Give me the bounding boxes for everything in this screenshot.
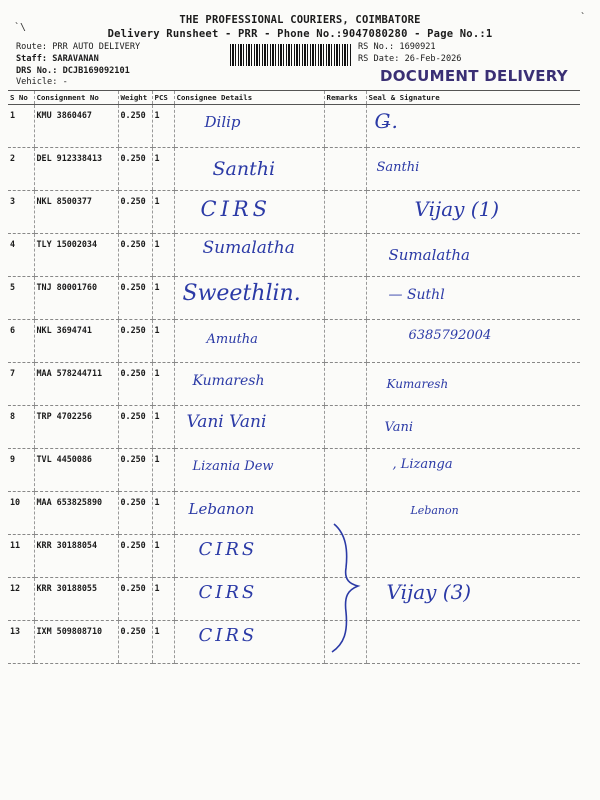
- cell-signature: [366, 449, 580, 492]
- cell-pcs: 1: [152, 363, 174, 406]
- corner-mark: `\: [14, 22, 27, 33]
- table-row: [8, 363, 580, 406]
- cell-sno: 3: [8, 191, 34, 234]
- cell-signature: [366, 105, 580, 148]
- cell-remarks: [324, 449, 366, 492]
- cell-weight: 0.250: [118, 191, 152, 234]
- cell-remarks: [324, 363, 366, 406]
- handwritten-brace: [328, 520, 364, 655]
- col-signature: Seal & Signature: [366, 91, 580, 105]
- rs-date: RS Date: 26-Feb-2026: [358, 54, 462, 64]
- table-row: [8, 535, 580, 578]
- cell-signature: [366, 535, 580, 578]
- table-row: [8, 105, 580, 148]
- cell-sno: 8: [8, 406, 34, 449]
- cell-consignee: [174, 406, 324, 449]
- cell-remarks: [324, 148, 366, 191]
- signature-handwriting: Santhi: [376, 160, 420, 175]
- col-pcs: PCS: [152, 91, 174, 105]
- cell-weight: 0.250: [118, 449, 152, 492]
- consignee-handwriting: Amutha: [206, 332, 258, 347]
- cell-sno: 13: [8, 621, 34, 664]
- consignee-handwriting: CIRS: [198, 582, 258, 603]
- cell-sno: 7: [8, 363, 34, 406]
- cell-signature: [366, 578, 580, 621]
- cell-signature: [366, 191, 580, 234]
- consignee-handwriting: Lizania Dew: [192, 459, 274, 474]
- cell-consignee: [174, 449, 324, 492]
- cell-signature: [366, 492, 580, 535]
- cell-sno: 9: [8, 449, 34, 492]
- cell-weight: 0.250: [118, 535, 152, 578]
- cell-pcs: 1: [152, 191, 174, 234]
- cell-consignment: TRP 4702256: [34, 406, 118, 449]
- cell-consignee: [174, 191, 324, 234]
- cell-sno: 11: [8, 535, 34, 578]
- consignee-handwriting: CIRS: [198, 625, 258, 646]
- table-row: [8, 492, 580, 535]
- corner-mark-right: `: [580, 12, 587, 23]
- cell-consignee: [174, 277, 324, 320]
- cell-consignment: KMU 3860467: [34, 105, 118, 148]
- table-row: [8, 406, 580, 449]
- cell-remarks: [324, 320, 366, 363]
- cell-consignee: [174, 578, 324, 621]
- cell-consignee: [174, 320, 324, 363]
- cell-sno: 12: [8, 578, 34, 621]
- cell-pcs: 1: [152, 105, 174, 148]
- cell-consignment: MAA 653825890: [34, 492, 118, 535]
- table-row: [8, 621, 580, 664]
- table-row: [8, 148, 580, 191]
- cell-consignment: KRR 30188054: [34, 535, 118, 578]
- cell-signature: [366, 320, 580, 363]
- cell-consignment: KRR 30188055: [34, 578, 118, 621]
- cell-consignee: [174, 234, 324, 277]
- cell-pcs: 1: [152, 234, 174, 277]
- col-consignee: Consignee Details: [174, 91, 324, 105]
- cell-consignee: [174, 148, 324, 191]
- staff-label: Staff: SARAVANAN: [16, 54, 99, 64]
- cell-sno: 10: [8, 492, 34, 535]
- cell-signature: [366, 406, 580, 449]
- col-consignment: Consignment No: [34, 91, 118, 105]
- cell-consignee: [174, 621, 324, 664]
- cell-consignment: NKL 3694741: [34, 320, 118, 363]
- cell-pcs: 1: [152, 277, 174, 320]
- signature-handwriting: Vani: [384, 420, 413, 435]
- cell-weight: 0.250: [118, 406, 152, 449]
- consignee-handwriting: Dilip: [204, 113, 241, 131]
- table-row: [8, 277, 580, 320]
- runsheet-table: [8, 90, 580, 664]
- cell-consignment: TNJ 80001760: [34, 277, 118, 320]
- signature-handwriting: 6385792004: [408, 328, 492, 343]
- cell-weight: 0.250: [118, 277, 152, 320]
- cell-weight: 0.250: [118, 234, 152, 277]
- rs-number: RS No.: 1690921: [358, 42, 436, 52]
- drs-label: DRS No.: DCJB169092101: [16, 66, 130, 76]
- consignee-handwriting: Santhi: [212, 158, 276, 180]
- cell-remarks: [324, 234, 366, 277]
- consignee-handwriting: CIRS: [200, 197, 272, 221]
- cell-consignment: IXM 509808710: [34, 621, 118, 664]
- cell-weight: 0.250: [118, 105, 152, 148]
- cell-signature: [366, 148, 580, 191]
- table-row: [8, 578, 580, 621]
- consignee-handwriting: CIRS: [198, 539, 258, 560]
- consignee-handwriting: Lebanon: [188, 500, 255, 518]
- vehicle-label: Vehicle: -: [16, 77, 68, 87]
- cell-weight: 0.250: [118, 578, 152, 621]
- signature-handwriting: Ǥ.: [374, 109, 398, 133]
- col-sno: S No: [8, 91, 34, 105]
- signature-handwriting: Vijay (3): [386, 580, 472, 604]
- cell-remarks: [324, 191, 366, 234]
- cell-pcs: 1: [152, 449, 174, 492]
- cell-pcs: 1: [152, 621, 174, 664]
- consignee-handwriting: Sweethlin.: [182, 281, 301, 306]
- runsheet-subtitle: Delivery Runsheet - PRR - Phone No.:9047080280 - Page No.:1: [107, 28, 493, 40]
- document-delivery-stamp: DOCUMENT DELIVERY: [380, 67, 568, 85]
- consignee-handwriting: Sumalatha: [202, 238, 295, 258]
- cell-consignee: [174, 363, 324, 406]
- cell-consignment: NKL 8500377: [34, 191, 118, 234]
- table-header-row: [8, 91, 580, 105]
- cell-signature: [366, 621, 580, 664]
- cell-sno: 2: [8, 148, 34, 191]
- cell-remarks: [324, 277, 366, 320]
- cell-weight: 0.250: [118, 492, 152, 535]
- signature-handwriting: Vijay (1): [414, 197, 500, 221]
- cell-consignee: [174, 535, 324, 578]
- cell-consignment: TVL 4450086: [34, 449, 118, 492]
- consignee-handwriting: Vani Vani: [186, 412, 267, 432]
- cell-weight: 0.250: [118, 148, 152, 191]
- cell-consignee: [174, 105, 324, 148]
- signature-handwriting: Lebanon: [410, 504, 459, 517]
- cell-consignee: [174, 492, 324, 535]
- table-row: [8, 234, 580, 277]
- cell-pcs: 1: [152, 320, 174, 363]
- signature-handwriting: Kumaresh: [386, 377, 449, 391]
- signature-handwriting: Sumalatha: [388, 246, 470, 264]
- cell-signature: [366, 277, 580, 320]
- cell-pcs: 1: [152, 406, 174, 449]
- cell-pcs: 1: [152, 148, 174, 191]
- cell-pcs: 1: [152, 578, 174, 621]
- cell-consignment: MAA 578244711: [34, 363, 118, 406]
- route-label: Route: PRR AUTO DELIVERY: [16, 42, 141, 52]
- col-weight: Weight: [118, 91, 152, 105]
- consignee-handwriting: Kumaresh: [192, 373, 265, 389]
- table-row: [8, 191, 580, 234]
- cell-sno: 6: [8, 320, 34, 363]
- signature-handwriting: — Suthl: [388, 287, 445, 303]
- cell-signature: [366, 234, 580, 277]
- table-row: [8, 449, 580, 492]
- barcode: [230, 44, 352, 66]
- cell-remarks: [324, 105, 366, 148]
- cell-weight: 0.250: [118, 363, 152, 406]
- company-title: THE PROFESSIONAL COURIERS, COIMBATORE: [179, 14, 421, 26]
- col-remarks: Remarks: [324, 91, 366, 105]
- cell-sno: 5: [8, 277, 34, 320]
- cell-weight: 0.250: [118, 320, 152, 363]
- cell-consignment: TLY 15002034: [34, 234, 118, 277]
- signature-handwriting: , Lizanga: [392, 457, 453, 472]
- table-row: [8, 320, 580, 363]
- cell-weight: 0.250: [118, 621, 152, 664]
- cell-consignment: DEL 912338413: [34, 148, 118, 191]
- cell-signature: [366, 363, 580, 406]
- cell-remarks: [324, 406, 366, 449]
- cell-pcs: 1: [152, 535, 174, 578]
- cell-sno: 4: [8, 234, 34, 277]
- cell-pcs: 1: [152, 492, 174, 535]
- cell-sno: 1: [8, 105, 34, 148]
